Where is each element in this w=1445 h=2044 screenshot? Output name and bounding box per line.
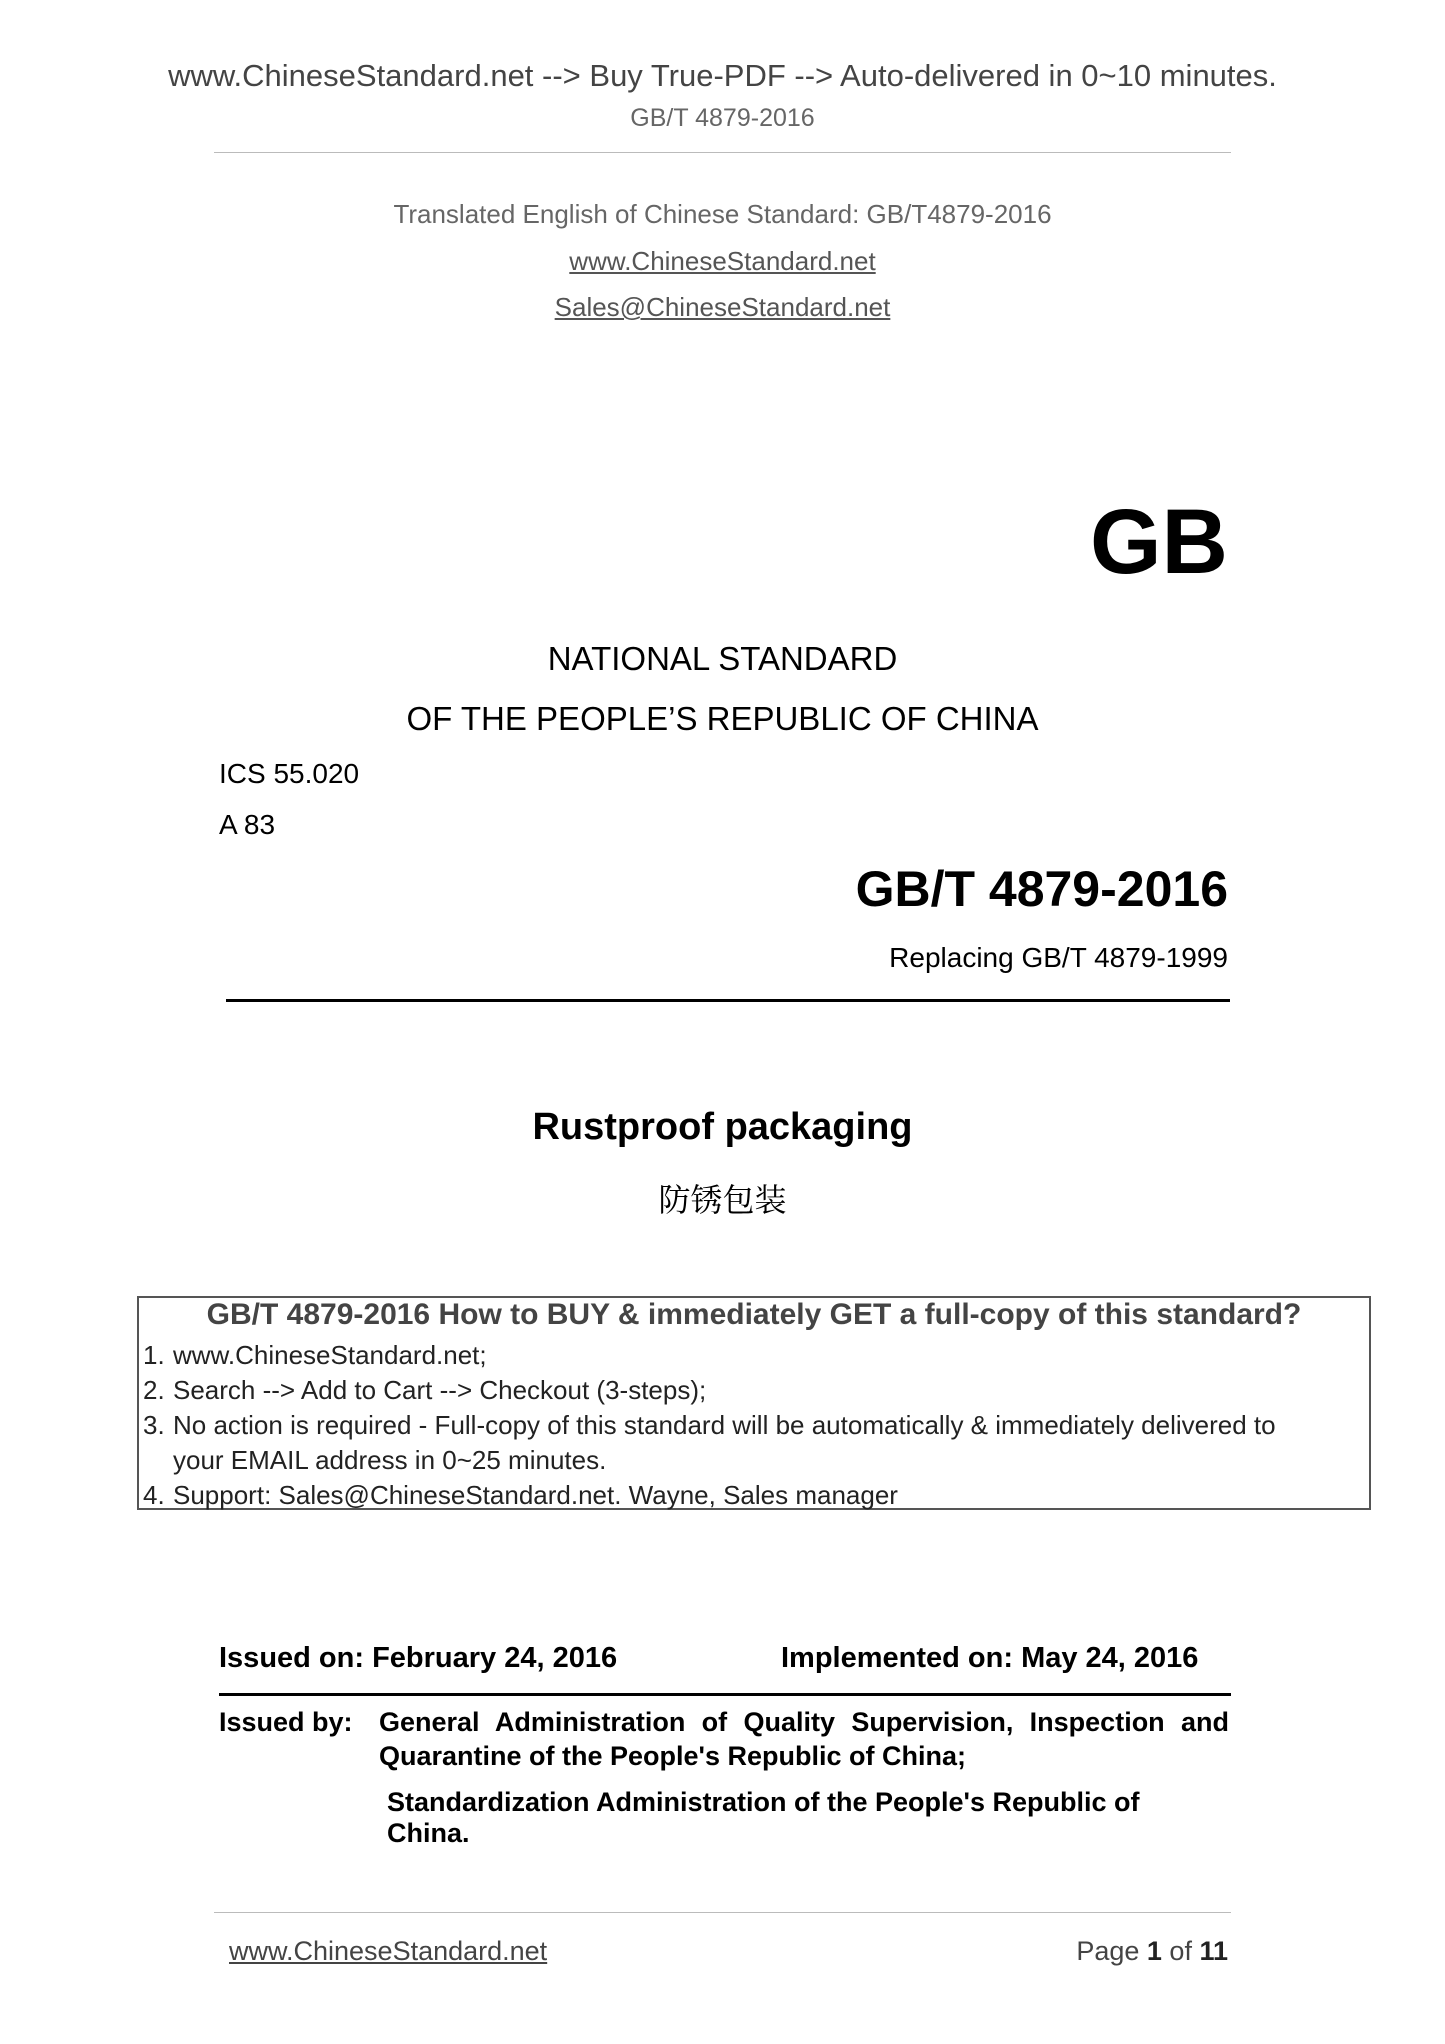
footer-divider bbox=[214, 1912, 1231, 1913]
header-std-code: GB/T 4879-2016 bbox=[630, 104, 815, 132]
page-of: of bbox=[1161, 1936, 1200, 1966]
header-divider bbox=[214, 152, 1231, 153]
title-chinese: 防锈包装 bbox=[658, 1182, 787, 1218]
standard-number: GB/T 4879-2016 bbox=[855, 861, 1228, 917]
buy-item-number: 4. bbox=[143, 1480, 165, 1510]
buy-item bbox=[143, 1480, 898, 1511]
ccs-code: A 83 bbox=[219, 809, 276, 840]
buy-item-number: 3. bbox=[143, 1410, 165, 1440]
gb-mark: GB bbox=[1090, 491, 1228, 593]
page-indicator bbox=[1076, 1936, 1228, 1967]
ics-code: ICS 55.020 bbox=[219, 758, 360, 789]
translated-line: Translated English of Chinese Standard: GB/T4879-2016 bbox=[393, 199, 1052, 229]
intro-email-wrap bbox=[0, 292, 1445, 323]
buy-item-number: 1. bbox=[143, 1340, 165, 1370]
title-english: Rustproof packaging bbox=[532, 1106, 913, 1148]
dates-rule bbox=[219, 1693, 1231, 1696]
national-standard-line2: OF THE PEOPLE’S REPUBLIC OF CHINA bbox=[406, 700, 1039, 737]
intro-website-wrap bbox=[0, 246, 1445, 277]
page-prefix: Page bbox=[1076, 1936, 1147, 1966]
email-link[interactable]: Sales@ChineseStandard.net bbox=[554, 292, 891, 322]
buy-item bbox=[143, 1410, 1276, 1441]
buy-item-text[interactable]: www.ChineseStandard.net; bbox=[173, 1340, 487, 1370]
implemented-on: Implemented on: May 24, 2016 bbox=[781, 1642, 1199, 1674]
buy-item-text: Search --> Add to Cart --> Checkout (3-steps); bbox=[173, 1375, 707, 1405]
website-link[interactable]: www.ChineseStandard.net bbox=[569, 246, 876, 276]
issued-by-line3: Standardization Administration of the People's Republic of China. bbox=[387, 1787, 1140, 1848]
issued-by-label: Issued by: bbox=[219, 1707, 353, 1737]
replacing-note: Replacing GB/T 4879-1999 bbox=[889, 942, 1228, 973]
buy-item-text[interactable]: Support: Sales@ChineseStandard.net. Wayne, Sales manager bbox=[173, 1480, 898, 1510]
buy-item bbox=[143, 1375, 706, 1406]
buy-item-text: your EMAIL address in 0~25 minutes. bbox=[173, 1445, 607, 1475]
buy-box-title: GB/T 4879-2016 How to BUY & immediately GET a full-copy of this standard? bbox=[206, 1298, 1302, 1331]
issued-by-line1: General Administration of Quality Supervision, Inspection and bbox=[379, 1707, 1229, 1737]
page-total: 11 bbox=[1199, 1936, 1228, 1966]
issued-by-line2: Quarantine of the People's Republic of China; bbox=[379, 1741, 966, 1771]
issued-on: Issued on: February 24, 2016 bbox=[219, 1642, 618, 1674]
national-standard-line1: NATIONAL STANDARD bbox=[547, 640, 898, 677]
buy-item-text: No action is required - Full-copy of this standard will be automatically & immediately delivered to bbox=[173, 1410, 1276, 1440]
cover-rule bbox=[226, 999, 1230, 1002]
buy-item bbox=[143, 1445, 606, 1476]
buy-item-number: 2. bbox=[143, 1375, 165, 1405]
page-current: 1 bbox=[1146, 1936, 1162, 1966]
issued-by-block bbox=[219, 1707, 1229, 1849]
buy-info-box bbox=[137, 1296, 1371, 1510]
buy-item bbox=[143, 1340, 487, 1371]
header-banner: www.ChineseStandard.net --> Buy True-PDF --> Auto-delivered in 0~10 minutes. bbox=[168, 58, 1277, 93]
footer-website-link[interactable]: www.ChineseStandard.net bbox=[229, 1936, 548, 1966]
